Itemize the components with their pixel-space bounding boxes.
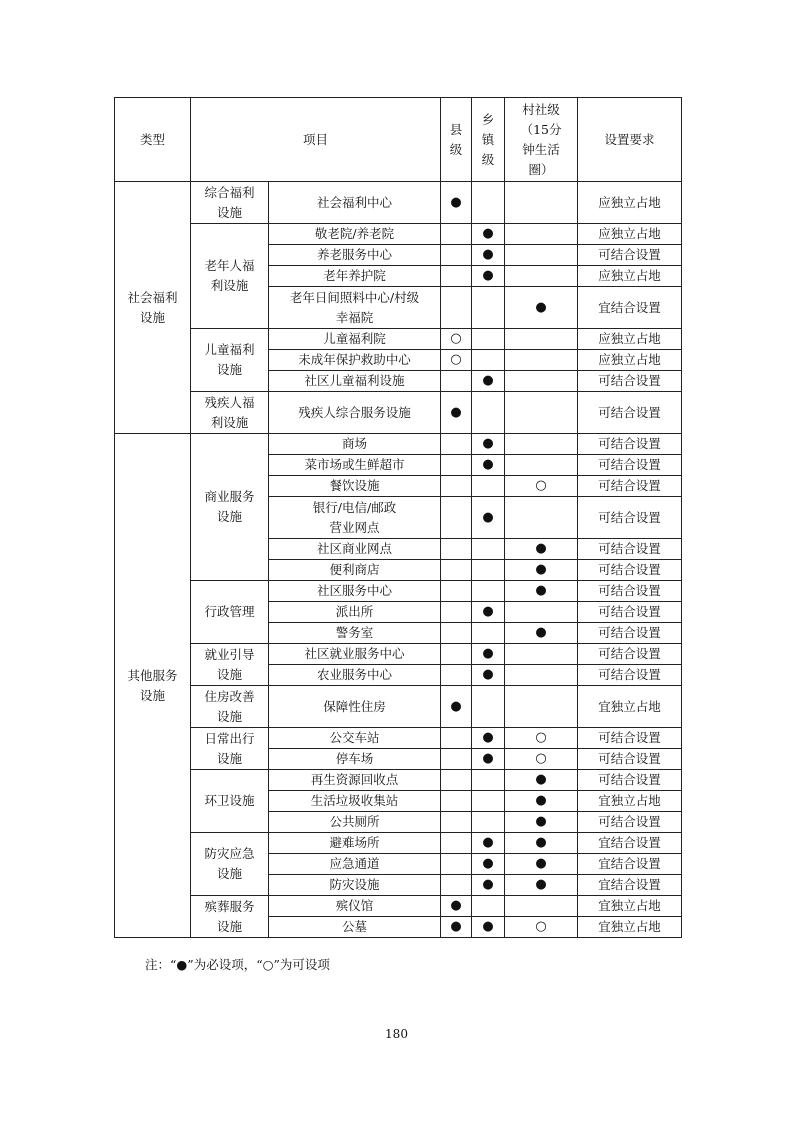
- requirement-cell: 可结合设置: [578, 644, 682, 665]
- town-mark: ●: [472, 434, 505, 455]
- table-row: [115, 770, 682, 791]
- requirement-cell: 可结合设置: [578, 770, 682, 791]
- item-cell: 便利商店: [269, 560, 441, 581]
- item-cell: 老年日间照料中心/村级 幸福院: [269, 287, 441, 329]
- group-cell: 日常出行 设施: [191, 728, 269, 770]
- county-mark: [441, 266, 472, 287]
- village-mark: ●: [505, 791, 578, 812]
- group-cell: 商业服务 设施: [191, 434, 269, 581]
- item-cell: 公墓: [269, 917, 441, 938]
- header-town: 乡 镇 级: [472, 98, 505, 182]
- town-mark: ●: [472, 644, 505, 665]
- town-mark: ●: [472, 833, 505, 854]
- group-cell: 殡葬服务 设施: [191, 896, 269, 938]
- item-cell: 公交车站: [269, 728, 441, 749]
- village-mark: [505, 224, 578, 245]
- requirement-cell: 可结合设置: [578, 497, 682, 539]
- item-cell: 儿童福利院: [269, 329, 441, 350]
- requirement-cell: 应独立占地: [578, 266, 682, 287]
- requirement-cell: 可结合设置: [578, 539, 682, 560]
- county-mark: ●: [441, 917, 472, 938]
- requirement-cell: 可结合设置: [578, 455, 682, 476]
- village-mark: ○: [505, 749, 578, 770]
- requirement-cell: 可结合设置: [578, 749, 682, 770]
- requirement-cell: 可结合设置: [578, 623, 682, 644]
- item-cell: 殡仪馆: [269, 896, 441, 917]
- group-cell: 环卫设施: [191, 770, 269, 833]
- requirement-cell: 可结合设置: [578, 728, 682, 749]
- item-cell: 菜市场或生鲜超市: [269, 455, 441, 476]
- requirement-cell: 宜结合设置: [578, 854, 682, 875]
- county-mark: [441, 728, 472, 749]
- county-mark: [441, 371, 472, 392]
- village-mark: ●: [505, 812, 578, 833]
- requirement-cell: 宜独立占地: [578, 686, 682, 728]
- village-mark: [505, 686, 578, 728]
- village-mark: [505, 434, 578, 455]
- town-mark: ●: [472, 728, 505, 749]
- group-cell: 综合福利 设施: [191, 182, 269, 224]
- item-cell: 未成年保护救助中心: [269, 350, 441, 371]
- item-cell: 避难场所: [269, 833, 441, 854]
- item-cell: 残疾人综合服务设施: [269, 392, 441, 434]
- county-mark: [441, 497, 472, 539]
- requirement-cell: 可结合设置: [578, 476, 682, 497]
- county-mark: [441, 623, 472, 644]
- town-mark: [472, 560, 505, 581]
- town-mark: [472, 581, 505, 602]
- requirement-cell: 可结合设置: [578, 371, 682, 392]
- village-mark: [505, 602, 578, 623]
- town-mark: [472, 350, 505, 371]
- item-cell: 社区商业网点: [269, 539, 441, 560]
- header-type: 类型: [115, 98, 191, 182]
- group-cell: 残疾人福 利设施: [191, 392, 269, 434]
- town-mark: [472, 896, 505, 917]
- town-mark: ●: [472, 371, 505, 392]
- county-mark: [441, 665, 472, 686]
- county-mark: [441, 749, 472, 770]
- item-cell: 餐饮设施: [269, 476, 441, 497]
- town-mark: [472, 686, 505, 728]
- county-mark: ○: [441, 350, 472, 371]
- village-mark: ●: [505, 833, 578, 854]
- group-cell: 住房改善 设施: [191, 686, 269, 728]
- item-cell: 社区服务中心: [269, 581, 441, 602]
- requirement-cell: 宜结合设置: [578, 833, 682, 854]
- requirement-cell: 应独立占地: [578, 329, 682, 350]
- item-cell: 社区就业服务中心: [269, 644, 441, 665]
- item-cell: 农业服务中心: [269, 665, 441, 686]
- town-mark: ●: [472, 854, 505, 875]
- group-cell: 就业引导 设施: [191, 644, 269, 686]
- item-cell: 停车场: [269, 749, 441, 770]
- county-mark: [441, 644, 472, 665]
- item-cell: 派出所: [269, 602, 441, 623]
- requirement-cell: 可结合设置: [578, 602, 682, 623]
- county-mark: ●: [441, 392, 472, 434]
- item-cell: 生活垃圾收集站: [269, 791, 441, 812]
- header-county: 县 级: [441, 98, 472, 182]
- group-cell: 老年人福 利设施: [191, 224, 269, 329]
- requirement-cell: 应独立占地: [578, 224, 682, 245]
- town-mark: ●: [472, 749, 505, 770]
- county-mark: [441, 476, 472, 497]
- village-mark: ●: [505, 539, 578, 560]
- village-mark: [505, 497, 578, 539]
- requirement-cell: 可结合设置: [578, 434, 682, 455]
- group-cell: 儿童福利 设施: [191, 329, 269, 392]
- requirement-cell: 宜结合设置: [578, 875, 682, 896]
- town-mark: [472, 182, 505, 224]
- requirement-cell: 宜独立占地: [578, 917, 682, 938]
- village-mark: [505, 329, 578, 350]
- county-mark: [441, 539, 472, 560]
- village-mark: ●: [505, 581, 578, 602]
- requirement-cell: 应独立占地: [578, 182, 682, 224]
- category-cell: 其他服务 设施: [115, 434, 191, 938]
- town-mark: ●: [472, 245, 505, 266]
- village-mark: [505, 266, 578, 287]
- village-mark: [505, 644, 578, 665]
- county-mark: ●: [441, 896, 472, 917]
- county-mark: [441, 224, 472, 245]
- table-row: [115, 224, 682, 245]
- town-mark: ●: [472, 875, 505, 896]
- page-number: 180: [385, 1027, 408, 1041]
- requirement-cell: 可结合设置: [578, 392, 682, 434]
- requirement-cell: 应独立占地: [578, 350, 682, 371]
- item-cell: 警务室: [269, 623, 441, 644]
- table-row: [115, 392, 682, 434]
- item-cell: 敬老院/养老院: [269, 224, 441, 245]
- requirement-cell: 宜独立占地: [578, 896, 682, 917]
- county-mark: [441, 812, 472, 833]
- county-mark: [441, 287, 472, 329]
- item-cell: 再生资源回收点: [269, 770, 441, 791]
- item-cell: 防灾设施: [269, 875, 441, 896]
- village-mark: [505, 245, 578, 266]
- requirement-cell: 可结合设置: [578, 581, 682, 602]
- table-row: [115, 833, 682, 854]
- item-cell: 保障性住房: [269, 686, 441, 728]
- requirement-cell: 可结合设置: [578, 245, 682, 266]
- village-mark: ●: [505, 875, 578, 896]
- town-mark: [472, 791, 505, 812]
- town-mark: ●: [472, 266, 505, 287]
- town-mark: ●: [472, 602, 505, 623]
- item-cell: 商场: [269, 434, 441, 455]
- village-mark: [505, 350, 578, 371]
- county-mark: ○: [441, 329, 472, 350]
- table-row: [115, 896, 682, 917]
- village-mark: [505, 392, 578, 434]
- requirement-cell: 宜独立占地: [578, 791, 682, 812]
- county-mark: ●: [441, 686, 472, 728]
- requirement-cell: 宜结合设置: [578, 287, 682, 329]
- item-cell: 社区儿童福利设施: [269, 371, 441, 392]
- header-item: 项目: [191, 98, 441, 182]
- village-mark: [505, 182, 578, 224]
- town-mark: ●: [472, 497, 505, 539]
- requirement-cell: 可结合设置: [578, 665, 682, 686]
- table-note: 注：“●”为必设项，“○”为可设项: [145, 957, 330, 972]
- county-mark: [441, 854, 472, 875]
- town-mark: [472, 623, 505, 644]
- town-mark: ●: [472, 224, 505, 245]
- category-cell: 社会福利 设施: [115, 182, 191, 434]
- county-mark: [441, 434, 472, 455]
- item-cell: 社会福利中心: [269, 182, 441, 224]
- town-mark: [472, 476, 505, 497]
- header-requirement: 设置要求: [578, 98, 682, 182]
- table-row: [115, 581, 682, 602]
- item-cell: 老年养护院: [269, 266, 441, 287]
- town-mark: [472, 770, 505, 791]
- item-cell: 应急通道: [269, 854, 441, 875]
- village-mark: [505, 665, 578, 686]
- village-mark: [505, 455, 578, 476]
- table-row: [115, 728, 682, 749]
- item-cell: 养老服务中心: [269, 245, 441, 266]
- table-row: [115, 686, 682, 728]
- item-cell: 公共厕所: [269, 812, 441, 833]
- table-row: [115, 182, 682, 224]
- village-mark: ●: [505, 287, 578, 329]
- village-mark: ○: [505, 917, 578, 938]
- town-mark: [472, 287, 505, 329]
- county-mark: ●: [441, 182, 472, 224]
- county-mark: [441, 791, 472, 812]
- county-mark: [441, 560, 472, 581]
- table-header-row: [115, 98, 682, 182]
- county-mark: [441, 602, 472, 623]
- village-mark: ○: [505, 728, 578, 749]
- group-cell: 防灾应急 设施: [191, 833, 269, 896]
- town-mark: ●: [472, 917, 505, 938]
- county-mark: [441, 833, 472, 854]
- table-row: [115, 329, 682, 350]
- table-row: [115, 434, 682, 455]
- group-cell: 行政管理: [191, 581, 269, 644]
- town-mark: [472, 392, 505, 434]
- village-mark: ○: [505, 476, 578, 497]
- facility-table: [114, 97, 682, 938]
- item-cell: 银行/电信/邮政 营业网点: [269, 497, 441, 539]
- town-mark: [472, 812, 505, 833]
- county-mark: [441, 581, 472, 602]
- header-village: 村社级 （15分 钟生活 圈）: [505, 98, 578, 182]
- village-mark: ●: [505, 623, 578, 644]
- requirement-cell: 可结合设置: [578, 560, 682, 581]
- county-mark: [441, 245, 472, 266]
- county-mark: [441, 770, 472, 791]
- county-mark: [441, 875, 472, 896]
- village-mark: [505, 896, 578, 917]
- town-mark: ●: [472, 665, 505, 686]
- village-mark: ●: [505, 770, 578, 791]
- village-mark: [505, 371, 578, 392]
- town-mark: [472, 539, 505, 560]
- village-mark: ●: [505, 560, 578, 581]
- town-mark: ●: [472, 455, 505, 476]
- table-row: [115, 644, 682, 665]
- county-mark: [441, 455, 472, 476]
- village-mark: ●: [505, 854, 578, 875]
- requirement-cell: 可结合设置: [578, 812, 682, 833]
- town-mark: [472, 329, 505, 350]
